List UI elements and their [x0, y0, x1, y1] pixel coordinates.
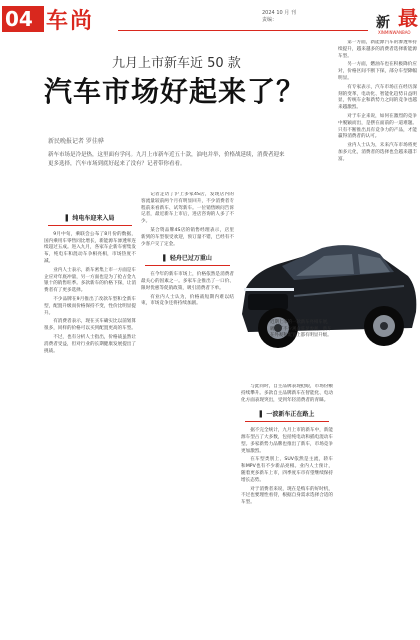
car-illustration: [234, 176, 420, 381]
col1-paragraph: 有消费者表示，现在买车确实比以前划算很多，同样的价格可以买到配置更高的车型。: [44, 319, 136, 332]
logo-char-2: 最: [398, 6, 418, 30]
header-rule: [118, 30, 368, 31]
section-name: 车尚: [46, 9, 95, 34]
col4-paragraph: 对于车企来说，如何在激烈的竞争中脱颖而出，是摆在面前的一道难题。只有不断推出具有竞争力的产品，才能赢得消费者的认可。: [338, 113, 417, 140]
car-photo: [234, 176, 420, 381]
article-headline: 汽车市场好起来了？: [44, 75, 306, 108]
col3-paragraph: 对于消费者来说，现在是购车的好时机，不过也要理性看待，根据自身需求选择合适的车型。: [241, 486, 333, 506]
editor-line: 责编：: [262, 17, 278, 23]
article-byline: 新民晚报记者 罗佳骅: [48, 138, 104, 145]
article-summary: 新车市场是冷是热，这里面有学问。九月上市新车近五十款，油电并举，价格战延续，消费者迎来更多选择，汽车市场到底好起来了没有？记者带你看看。: [48, 152, 285, 167]
col4-paragraph: 有专家表示，汽车市场正在经历深刻的变革，电动化、智能化趋势日益明显，传统车企和新势力之间的竞争也越来越激烈。: [338, 84, 417, 111]
article-column-1: [44, 208, 136, 636]
col2-paragraph: 在今年的新车市场上，价格依然是消费者最关心的因素之一。多家车企推出了一口价、限时优惠等促销政策，吸引消费者下单。: [141, 272, 234, 291]
col1-subhead: ▌ 纯电车迎来入局: [48, 213, 132, 226]
logo-subtitle: XINMINWANBAO: [378, 30, 411, 35]
col1-paragraph: 业内人士表示，新车密集上市一方面是车企应对年底冲量，另一方面也是为了抢占金九银十的销售旺季。多款新车的价格下探，让消费者有了更多选择。: [44, 267, 136, 294]
col2-paragraph: 有业内人士认为，价格战短期内难以结束，市场竞争还将持续加剧。: [141, 294, 234, 307]
col4-paragraph: 另一方面，燃油车也在积极降价应对，价格区间不断下探，部分车型降幅明显。: [338, 62, 417, 81]
page-header: [0, 0, 420, 40]
article-column-3: [241, 384, 333, 636]
col2-paragraph: 某合资品牌4S店的销售经理表示，店里新到的车型很受欢迎，预订量不错，已经有不少客户交了定金。: [141, 227, 234, 247]
col3-paragraph: 在车型类别上，SUV依然是主流，轿车和MPV也有不少新品亮相。业内人士预计，随着更多新车上市，四季度车市有望继续保持增长态势。: [241, 457, 333, 483]
article-column-2: [141, 192, 234, 636]
photo-caption: 近期上市的一款新车亮相车展，吸引了不少观众驻足参观。新车在外观和配置上都有明显升级。: [270, 320, 332, 339]
issue-date: 2024 10 月 刊: [262, 10, 296, 16]
col2-subhead: ▌ 轻舟已过万重山: [145, 253, 230, 266]
col4-paragraph: 业内人士认为，未来汽车市场将更加多元化，消费者的选择也会越来越丰富。: [338, 143, 417, 162]
col3-subhead: ▌ 一波新车正在路上: [245, 409, 329, 422]
col4-paragraph: 第一方面，新能源汽车的渗透率持续提升，越来越多的消费者选择新能源车型。: [338, 40, 417, 59]
logo-char-1: 新: [376, 15, 390, 31]
col1-paragraph: 不过，也有分析人士指出，价格战虽然让消费者受益，但对行业的长期健康发展提出了挑战。: [44, 334, 136, 354]
article-kicker: 九月上市新车近 50 款: [112, 56, 241, 71]
col2-paragraph: 记者走访了沪上多家4S店，发现店内的客流量较前两个月有明显回升，不少消费者专程前来看新车、试驾新车。一位销售顾问告诉记者，最近新车上市后，进店咨询的人多了不少。: [141, 192, 234, 225]
section-number: 04: [2, 6, 44, 32]
col1-paragraph: 9月中旬，乘联会公布了8月份的数据，国内乘用车零售同比增长，新能源车渗透率连续超过五成。进入九月，各家车企新车密集发布，纯电车和混动车争相亮相，市场热度不减。: [44, 231, 136, 264]
col1-paragraph: 不少品牌在9月推出了改款车型和全新车型，配置升级而价格保持不变，性价比明显提升。: [44, 296, 136, 316]
col3-paragraph: 据不完全统计，九月上市的新车中，新能源车型占了大多数，包括纯电动和插电混动车型。多家新势力品牌也推出了新车，市场竞争更加激烈。: [241, 428, 333, 454]
header-info: [262, 10, 362, 24]
col3-paragraph: 与此同时，自主品牌表现抢眼，市场份额持续攀升。多款自主品牌新车在智能化、电动化方面表现突出，受到年轻消费者的青睐。: [241, 384, 333, 403]
newspaper-logo: [376, 0, 420, 36]
